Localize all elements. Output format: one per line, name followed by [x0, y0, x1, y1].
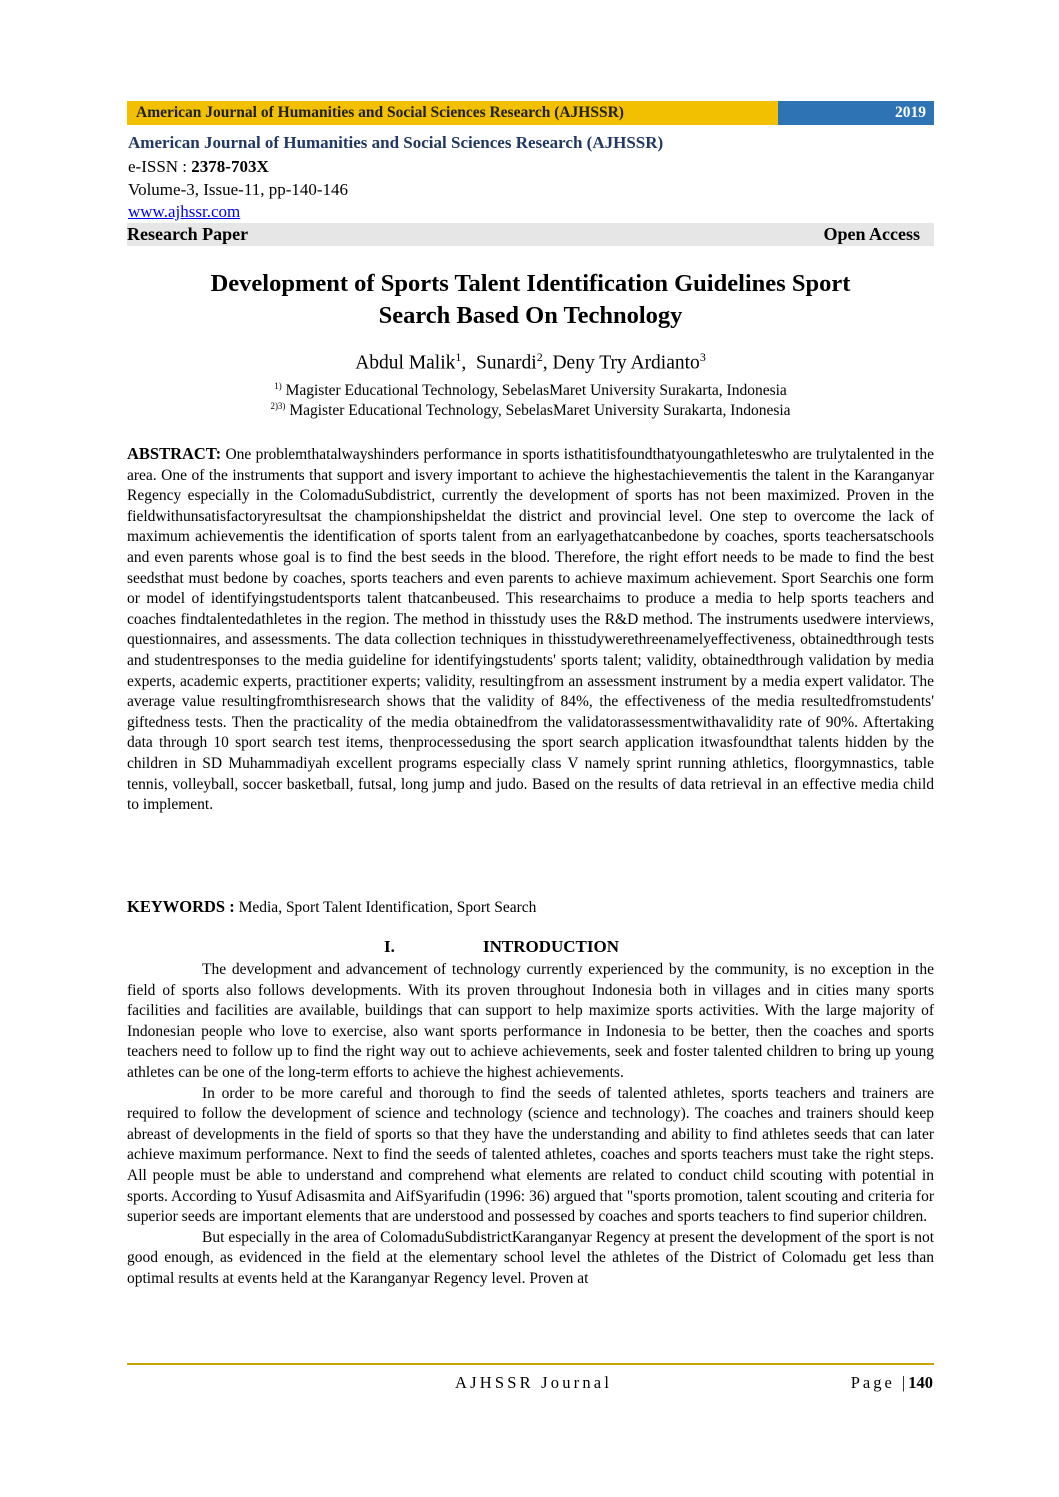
issn-value: 2378-703X	[191, 157, 269, 176]
section-title: INTRODUCTION	[483, 937, 620, 956]
paper-type: Research Paper	[127, 224, 249, 244]
section-number: I.	[384, 937, 395, 956]
author-name: Sunardi	[476, 352, 537, 374]
paragraph: In order to be more careful and thorough to find the seeds of talented athletes, sports teachers and trainers are required to follow the development of science and technology (science and technology). The coaches and trainers should keep abreast of developments in the field of sports so that they have the understanding and ability to find athletes seeds that can later achieve maximum performance. Next to find the seeds of talented athletes, coaches and sports teachers must take the right steps. All people must be able to understand and comprehend what elements are related to conduct child scouting with potential in sports. According to Yusuf Adisasmita and AifSyarifudin (1996: 36) argued that "sports promotion, talent scouting and criteria for superior seeds are important elements that are understood and possessed by coaches and sports teachers to find superior children.	[127, 1084, 934, 1226]
abstract-text: One problemthatalwayshinders performance in sports isthatitisfoundthatyoungathleteswho are trulytalented in the area. One of the instruments that support and isvery important to achieve the highestachievementis the talent in the Karanganyar Regency especially in the ColomaduSubdistrict, currently the development of sports has not been maximized. Proven in the fieldwithunsatisfactoryresultsat the championshipsheldat the district and provincial level. One step to overcome the lack of maximum achievementis the identification of sports talent from an earlyagethatcanbedone by coaches, sports teachersatschools and even parents whose goal is to find the best seeds in the blood. Therefore, the right effort needs to be made to find the best seedsthat must bedone by coaches, sports teachers and even parents to achieve maximum achievement. Sport Searchis one form or model of identifyingstudentsports talent thatcanbeused. This researchaims to produce a media to help sports teachers and coaches findtalentedathletes in the region. The method in thisstudy uses the R&D method. The instruments usedwere interviews, questionnaires, and assessments. The data collection techniques in thisstudywerethreenamelyeffectiveness, obtainedthrough tests and studentresponses to the media guideline for identifyingstudents' sports talent; validity, obtainedthrough validation by media experts, academic experts, practitioner experts; validity, resultingfrom an assessment instrument by a media expert validator. The average value resultingfromthisresearch shows that the validity of 84%, the effectiveness of the media resultedfromstudents' giftedness tests. Then the practicality of the media obtainedfrom the validatorassessmentwithavalidity rate of 90%. Aftertaking data through 10 sport search test items, thenprocessedusing the sport search application itwasfoundthat talents hidden by the children in SD Muhammadiyah excellent programs especially class V namely sprint running athletics, floorgymnastics, table tennis, volleyball, soccer basketball, futsal, long jump and judo. Based on the results of data retrieval in an effective media child to implement.	[127, 446, 934, 814]
footer-journal: AJHSSR Journal	[455, 1373, 613, 1392]
paper-title-line-2: Search Based On Technology	[378, 302, 683, 329]
issn-label: e-ISSN :	[128, 157, 192, 176]
introduction-body	[127, 960, 934, 1290]
paper-type-bar	[127, 223, 934, 246]
paragraph: The development and advancement of technology currently experienced by the community, is no exception in the field of sports also follows developments. With its proven throughout Indonesia both in villages and in cities many sports facilities and facilities are available, buildings that can support to help maximize sports activities. With the large majority of Indonesian people who love to exercise, also want sports performance in Indonesia to be better, then the coaches and sports teachers need to follow up to find the right way out to achieve achievements, seek and foster talented children to bring up young athletes can be one of the long-term efforts to achieve the highest achievements.	[127, 961, 934, 1081]
journal-name: American Journal of Humanities and Social Sciences Research (AJHSSR)	[128, 133, 664, 152]
affiliation-text: Magister Educational Technology, SebelasMaret University Surakarta, Indonesia	[285, 382, 787, 400]
author-list: Abdul Malik$^1$, Sunardi$^2$, Deny Try Ardianto$^3$	[355, 350, 706, 374]
keywords-text: Media, Sport Talent Identification, Sport Search	[238, 899, 537, 916]
journal-website-link[interactable]: www.ajhssr.com	[128, 202, 241, 221]
abstract-label: ABSTRACT:	[127, 444, 222, 463]
keywords-label: KEYWORDS :	[127, 897, 235, 916]
page-label: Page |	[850, 1373, 909, 1392]
author-superscript: 2	[536, 350, 543, 364]
affiliation-marker: 2)3)	[270, 401, 286, 411]
paragraph: But especially in the area of ColomaduSubdistrictKaranganyar Regency at present the development of the sport is not good enough, as evidenced in the field at the elementary school level the athletes of the District of Colomadu get less than optimal results at events held at the Karanganyar Regency level. Proven at	[127, 1228, 934, 1287]
affiliation	[127, 381, 934, 400]
access-type: Open Access	[823, 224, 920, 244]
affiliation-marker: 1)	[274, 381, 282, 391]
paper-title	[127, 268, 934, 332]
footer-rule	[127, 1363, 934, 1365]
abstract	[127, 444, 934, 816]
affiliation-text: Magister Educational Technology, SebelasMaret University Surakarta, Indonesia	[289, 402, 791, 420]
volume-line: Volume-3, Issue-11, pp-140-146	[128, 180, 349, 199]
paper-title-line-1: Development of Sports Talent Identification Guidelines Sport	[210, 270, 851, 297]
footer-page	[851, 1373, 933, 1393]
affiliation	[127, 401, 934, 420]
author-superscript: 1	[455, 350, 462, 364]
author-name: Deny Try Ardianto	[552, 352, 700, 374]
issn-line	[128, 157, 269, 177]
keywords	[127, 897, 934, 917]
running-header-year: 2019	[778, 101, 934, 125]
author-superscript: 3	[699, 350, 706, 364]
page-number: 140	[908, 1373, 933, 1392]
author-name: Abdul Malik	[355, 352, 456, 374]
running-header	[127, 101, 934, 125]
running-header-title: American Journal of Humanities and Social Sciences Research (AJHSSR)	[127, 101, 778, 125]
